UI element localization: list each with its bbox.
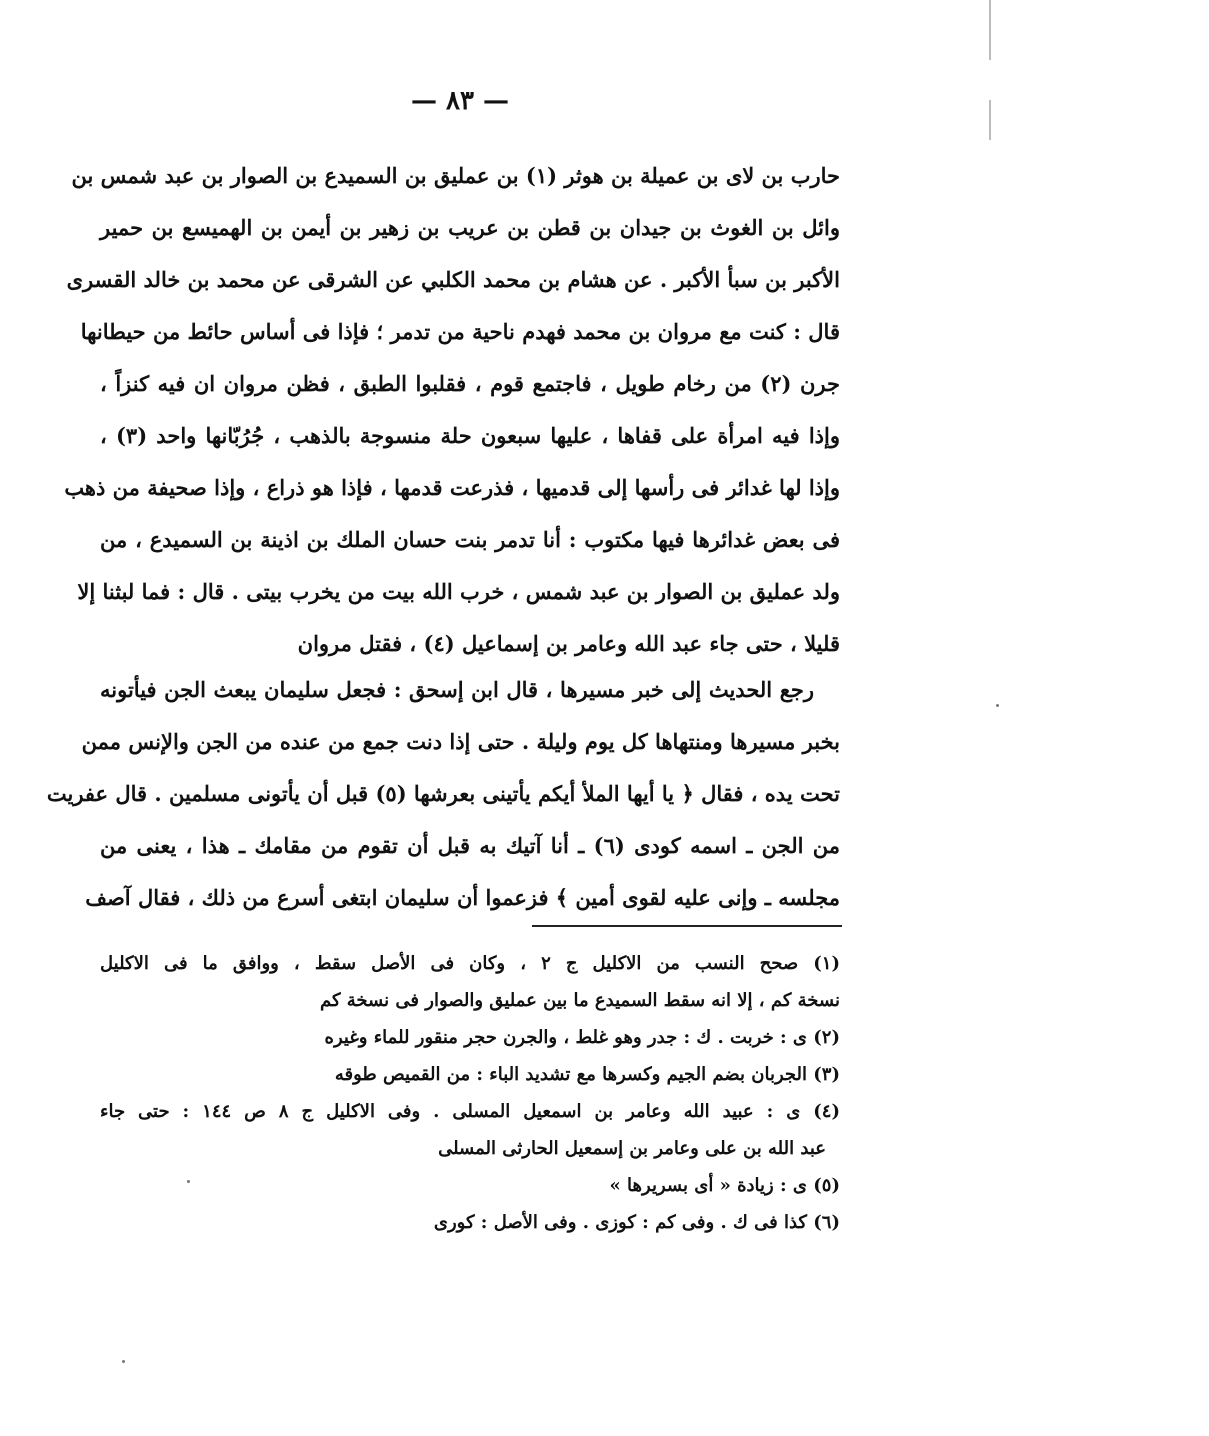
text-line: بخبر مسيرها ومنتهاها كل يوم وليلة . حتى إذا دنت جمع من عنده من الجن والإنس ممن <box>81 729 840 754</box>
paragraph-genealogy-tadmur <box>64 150 840 670</box>
text-line: قال : كنت مع مروان بن محمد فهدم ناحية من تدمر ؛ فإذا فى أساس حائط من حيطانها <box>80 319 840 344</box>
footnote-line: (١) صحح النسب من الاكليل ج ٢ ، وكان فى الأصل سقط ، ووافق ما فى الاكليل <box>100 953 840 974</box>
page-number: — ٨٣ — <box>410 86 510 116</box>
footnotes <box>100 945 840 1241</box>
text-line: وإذا فيه امرأة على قفاها ، عليها سبعون حلة منسوجة بالذهب ، جُرُبّانها واحد (٣) ، <box>100 423 840 448</box>
scan-speck <box>187 1180 190 1183</box>
text-line: تحت يده ، فقال ﴿ يا أيها الملأ أيكم يأتينى بعرشها (٥) قبل أن يأتونى مسلمين . قال عفريت <box>46 781 840 806</box>
footnote-line: (٣) الجربان بضم الجيم وكسرها مع تشديد الباء : من القميص طوقه <box>334 1064 840 1085</box>
text-line: مجلسه ـ وإنى عليه لقوى أمين ﴾ فزعموا أن سليمان ابتغى أسرع من ذلك ، فقال آصف <box>85 885 840 910</box>
scan-speck <box>122 1360 125 1363</box>
text-line: قليلا ، حتى جاء عبد الله وعامر بن إسماعيل (٤) ، فقتل مروان <box>297 631 840 656</box>
scan-speck <box>996 704 999 707</box>
footnote-line: (٢) ى : خربت . ك : جدر وهو غلط ، والجرن حجر منقور للماء وغيره <box>324 1027 840 1048</box>
footnote-separator <box>532 925 842 927</box>
text-line: فى بعض غدائرها فيها مكتوب : أنا تدمر بنت حسان الملك بن اذينة بن السميدع ، من <box>100 527 840 552</box>
text-line: من الجن ـ اسمه كودى (٦) ـ أنا آتيك به قبل أن تقوم من مقامك ـ هذا ، يعنى من <box>100 833 840 858</box>
paragraph-sulayman-jinn <box>46 664 840 924</box>
text-line: جرن (٢) من رخام طويل ، فاجتمع قوم ، فقلبوا الطبق ، فظن مروان ان فيه كنزاً ، <box>100 371 840 396</box>
footnote-line: (٥) ى : زيادة « أى بسريرها » <box>609 1175 840 1196</box>
footnote-line: عبد الله بن على وعامر بن إسمعيل الحارثى المسلى <box>438 1138 826 1159</box>
footnote-line: (٦) كذا فى ك . وفى كم : كوزى . وفى الأصل : كورى <box>433 1212 840 1233</box>
scan-edge-mark <box>989 0 991 60</box>
scan-edge-mark <box>989 100 991 140</box>
footnote-line: نسخة كم ، إلا انه سقط السميدع ما بين عمليق والصوار فى نسخة كم <box>319 990 840 1011</box>
text-line: وإذا لها غدائر فى رأسها إلى قدميها ، فذرعت قدمها ، فإذا هو ذراع ، وإذا صحيفة من ذهب <box>64 475 840 500</box>
text-line: ولد عمليق بن الصوار بن عبد شمس ، خرب الله بيت من يخرب بيتى . قال : فما لبثنا إلا <box>77 579 840 604</box>
text-line: الأكبر بن سبأ الأكبر . عن هشام بن محمد الكلبي عن الشرقى عن محمد بن خالد القسرى <box>66 267 840 292</box>
text-line: رجع الحديث إلى خبر مسيرها ، قال ابن إسحق : فجعل سليمان يبعث الجن فيأتونه <box>100 677 814 702</box>
text-line: وائل بن الغوث بن جيدان بن قطن بن عريب بن زهير بن أيمن بن الهميسع بن حمير <box>100 215 840 240</box>
text-line: حارب بن لاى بن عميلة بن هوثر (١) بن عمليق بن السميدع بن الصوار بن عبد شمس بن <box>71 163 840 188</box>
footnote-line: (٤) ى : عبيد الله وعامر بن اسمعيل المسلى . وفى الاكليل ج ٨ ص ١٤٤ : حتى جاء <box>100 1101 840 1122</box>
